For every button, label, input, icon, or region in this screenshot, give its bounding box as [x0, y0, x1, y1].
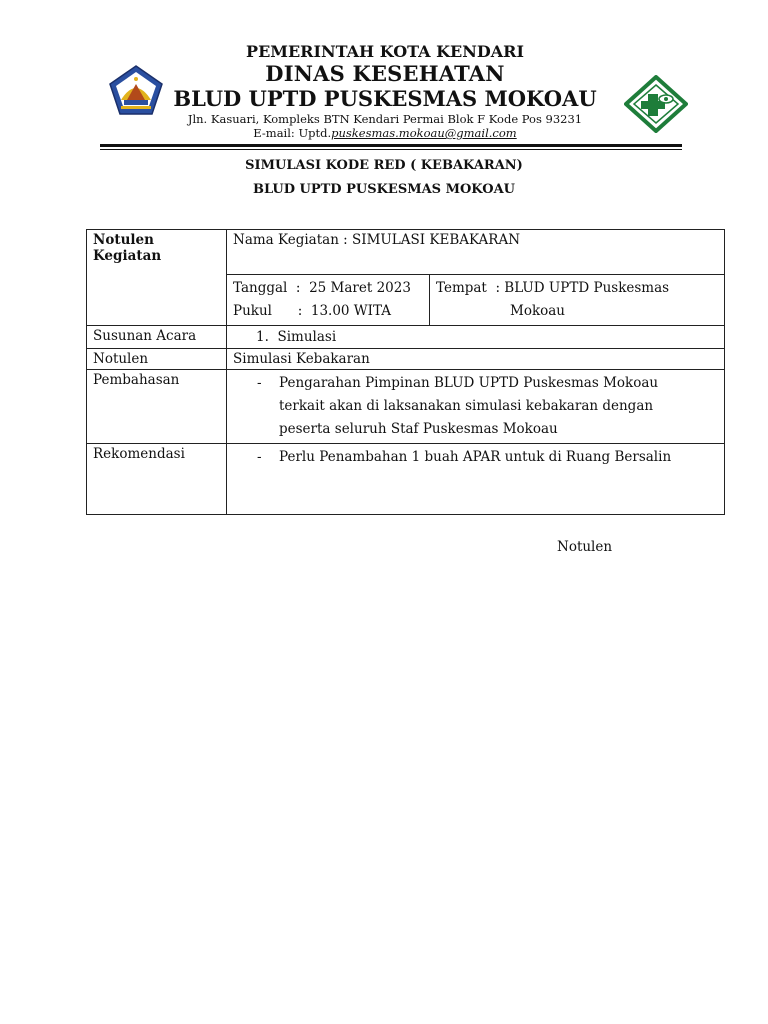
- document-subtitle: BLUD UPTD PUSKESMAS MOKOAU: [252, 182, 516, 197]
- email-label: E-mail: Uptd.: [253, 126, 332, 140]
- tempat-value-cont: Mokoau: [510, 303, 566, 319]
- pukul-value: Pukul : 13.00 WITA: [233, 303, 392, 319]
- pembahasan-line: terkait akan di laksanakan simulasi kebakaran dengan: [279, 398, 654, 414]
- pembahasan-line: peserta seluruh Staf Puskesmas Mokoau: [279, 421, 558, 437]
- table-row: [87, 370, 725, 444]
- pembahasan-cell: [227, 370, 725, 444]
- header-rule-thin: [100, 149, 682, 150]
- letterhead-email: [160, 126, 610, 140]
- letterhead-address: Jln. Kasuari, Kompleks BTN Kendari Permai Blok F Kode Pos 93231: [187, 112, 583, 126]
- bullet-dash: -: [257, 375, 262, 391]
- notulen-value: Simulasi Kebakaran: [227, 349, 725, 370]
- rekomendasi-item: Perlu Penambahan 1 buah APAR untuk di Ruang Bersalin: [279, 449, 672, 465]
- list-item: Simulasi: [277, 329, 337, 345]
- letterhead-department: DINAS KESEHATAN: [265, 61, 505, 86]
- tanggal-value: Tanggal : 25 Maret 2023: [233, 280, 411, 296]
- susunan-acara-label: Susunan Acara: [87, 326, 227, 349]
- table-row: [87, 444, 725, 515]
- minutes-table: [86, 229, 725, 515]
- header-rule-thick: [100, 144, 682, 147]
- rekomendasi-cell: [227, 444, 725, 515]
- bullet-dash: -: [257, 449, 262, 465]
- susunan-acara-cell: [227, 326, 725, 349]
- signature-label: Notulen: [557, 539, 613, 555]
- list-number: 1.: [256, 329, 269, 345]
- email-link[interactable]: puskesmas.mokoau@gmail.com: [331, 126, 517, 140]
- notulen-label: Notulen: [87, 349, 227, 370]
- table-row: [87, 326, 725, 349]
- letterhead-government: PEMERINTAH KOTA KENDARI: [246, 42, 524, 61]
- puskesmas-cross-icon: [624, 75, 688, 133]
- schedule-cell: [227, 275, 725, 326]
- table-row: [87, 349, 725, 370]
- letterhead: [160, 42, 610, 140]
- pembahasan-line: Pengarahan Pimpinan BLUD UPTD Puskesmas Mokoau: [279, 375, 659, 391]
- letterhead-institution: BLUD UPTD PUSKESMAS MOKOAU: [173, 86, 597, 111]
- tempat-value: Tempat : BLUD UPTD Puskesmas: [436, 280, 670, 296]
- notulen-kegiatan-label: Notulen Kegiatan: [87, 230, 227, 326]
- table-row: [87, 230, 725, 275]
- document-title: SIMULASI KODE RED ( KEBAKARAN): [245, 158, 523, 173]
- nama-kegiatan-cell: Nama Kegiatan : SIMULASI KEBAKARAN: [227, 230, 725, 275]
- rekomendasi-label: Rekomendasi: [87, 444, 227, 515]
- pembahasan-label: Pembahasan: [87, 370, 227, 444]
- kota-kendari-emblem-icon: [107, 64, 165, 116]
